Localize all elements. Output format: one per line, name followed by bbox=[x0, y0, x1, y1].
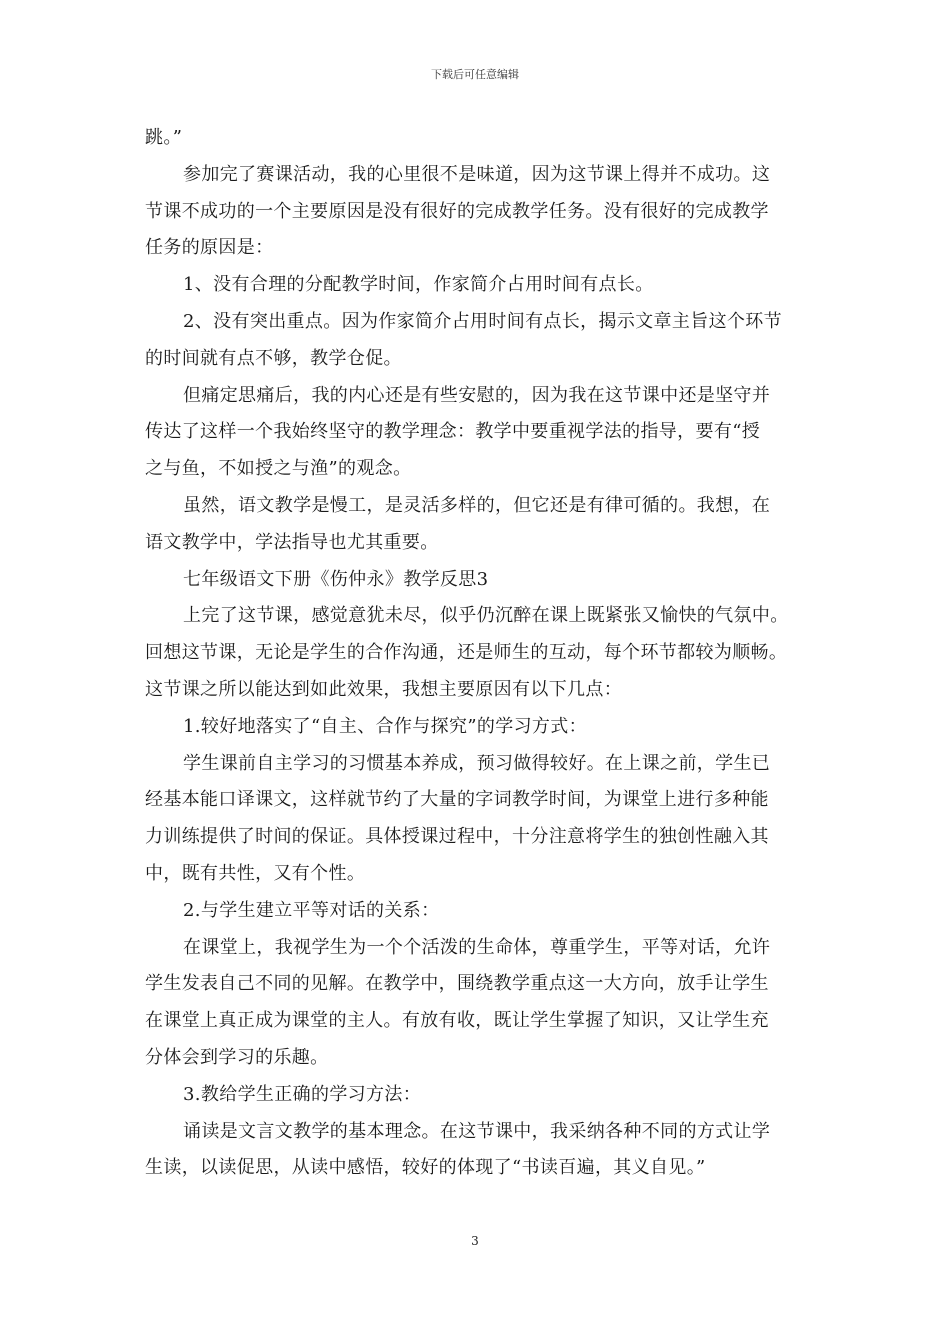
list-item-line: 3.教给学生正确的学习方法： bbox=[183, 1083, 422, 1105]
paragraph-line: 这节课之所以能达到如此效果，我想主要原因有以下几点： bbox=[145, 678, 623, 700]
paragraph-line: 传达了这样一个我始终坚守的教学理念：教学中要重视学法的指导，要有“授 bbox=[145, 421, 761, 443]
document-body bbox=[145, 120, 807, 1187]
paragraph-line: 参加完了赛课活动，我的心里很不是味道，因为这节课上得并不成功。这 bbox=[183, 163, 771, 185]
page-header: 下载后可任意编辑 bbox=[431, 68, 519, 81]
paragraph-line: 之与鱼，不如授之与渔”的观念。 bbox=[145, 458, 412, 480]
paragraph-line: 回想这节课，无论是学生的合作沟通，还是师生的互动，每个环节都较为顺畅。 bbox=[145, 642, 788, 664]
paragraph-line: 跳。” bbox=[145, 127, 183, 148]
paragraph-line: 上完了这节课，感觉意犹未尽，似乎仍沉醉在课上既紧张又愉快的气氛中。 bbox=[183, 605, 789, 627]
list-item-line: 2、没有突出重点。因为作家简介占用时间有点长，揭示文章主旨这个环节 bbox=[183, 310, 782, 332]
section-title: 七年级语文下册《伤仲永》教学反思3 bbox=[183, 568, 489, 590]
paragraph-line: 诵读是文言文教学的基本理念。在这节课中，我采纳各种不同的方式让学 bbox=[183, 1120, 771, 1142]
paragraph-line: 中，既有共性，又有个性。 bbox=[145, 862, 366, 884]
paragraph-line: 在课堂上，我视学生为一个个活泼的生命体，尊重学生，平等对话，允许 bbox=[183, 936, 771, 958]
list-item-line: 2.与学生建立平等对话的关系： bbox=[183, 899, 440, 921]
paragraph-line: 但痛定思痛后，我的内心还是有些安慰的，因为我在这节课中还是坚守并 bbox=[183, 384, 771, 406]
list-item-line: 1、没有合理的分配教学时间，作家简介占用时间有点长。 bbox=[183, 274, 654, 296]
paragraph-line: 生读，以读促思，从读中感悟，较好的体现了“书读百遍，其义自见。” bbox=[145, 1157, 706, 1179]
paragraph-line: 经基本能口译课文，这样就节约了大量的字词教学时间，为课堂上进行多种能 bbox=[145, 789, 769, 811]
paragraph-line: 语文教学中，学法指导也尤其重要。 bbox=[145, 531, 439, 553]
paragraph-line: 在课堂上真正成为课堂的主人。有放有收，既让学生掌握了知识，又让学生充 bbox=[145, 1010, 769, 1032]
paragraph-line: 任务的原因是： bbox=[145, 237, 274, 259]
list-item-line: 1.较好地落实了“自主、合作与探究”的学习方式： bbox=[183, 715, 587, 737]
paragraph-line: 分体会到学习的乐趣。 bbox=[145, 1046, 329, 1068]
paragraph-line: 虽然，语文教学是慢工，是灵活多样的，但它还是有律可循的。我想，在 bbox=[183, 494, 771, 516]
paragraph-line: 力训练提供了时间的保证。具体授课过程中，十分注意将学生的独创性融入其 bbox=[145, 826, 769, 848]
paragraph-line: 学生课前自主学习的习惯基本养成，预习做得较好。在上课之前，学生已 bbox=[183, 752, 771, 774]
paragraph-line: 学生发表自己不同的见解。在教学中，围绕教学重点这一大方向，放手让学生 bbox=[145, 973, 769, 995]
paragraph-line: 节课不成功的一个主要原因是没有很好的完成教学任务。没有很好的完成教学 bbox=[145, 200, 769, 222]
paragraph-line: 的时间就有点不够，教学仓促。 bbox=[145, 347, 402, 369]
page-number: 3 bbox=[471, 1234, 479, 1248]
